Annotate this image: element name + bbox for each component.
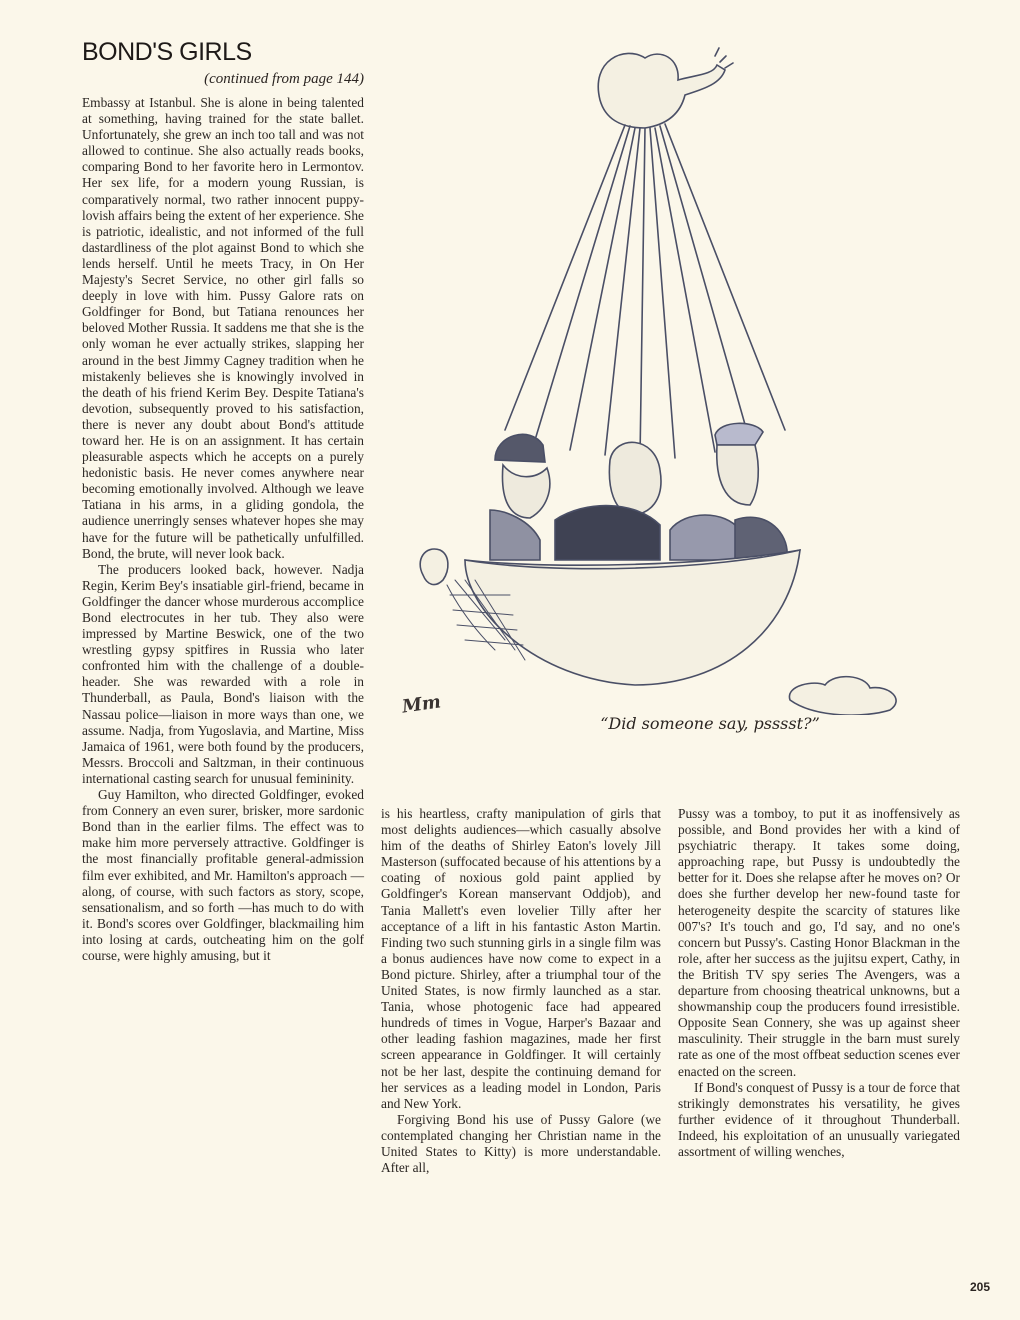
cartoon-caption: “Did someone say, psssst?” [600,714,820,733]
article-title: BOND'S GIRLS [82,38,252,66]
col2-paragraph-2: Forgiving Bond his use of Pussy Galore (we contemplated changing her Christian name in the United States to Kitty) is more understandable. After all, [381,1111,661,1176]
col1-paragraph-2: The producers looked back, however. Nadja Regin, Kerim Bey's insatiable girl-friend, became in Goldfinger the dancer whose murderous accomplice Bond electrocutes in her tub. They also were impressed by Martine Beswick, one of the two wrestling gypsy spitfires in Russia who later confronted him with the challenge of a double-header. She was rewarded with a role in Thunderball, as Paula, Bond's liaison with the Nassau police—liaison in more ways than one, we assume. Nadja, from Yugoslavia, and Martine, Miss Jamaica of 1961, were both found by the producers, Messrs. Broccoli and Saltzman, in their continuous international casting search for unusual femininity. [82,561,364,786]
gondola-basket [465,550,800,685]
column-1 [82,95,364,1065]
col1-paragraph-3: Guy Hamilton, who directed Goldfinger, evoked from Connery an even surer, brisker, more sardonic Bond than in the earlier films. The effect was to make him more perversely attractive. Goldfinger is the most financially profitable general-admission film ever exhibited, and Mr. Hamilton's approach —along, of course, with such factors as story, scope, sensationalism, and so forth —has much to do with it. Bond's scores over Goldfinger, blackmailing him into losing at cards, outcheating him on the golf course, were highly amusing, but it [82,787,364,963]
continued-note: (continued from page 144) [204,71,364,87]
column-3 [678,806,960,1160]
balloon-cartoon-illustration [395,40,975,718]
col3-paragraph-1: Pussy was a tomboy, to put it as inoffensively as possible, and Bond provides her with a kind of psychiatric therapy. It takes some doing, approaching rape, but Pussy is undoubtedly the better for it. Does she relapse after he moves on? Or does she further develop her new-found taste for heterogeneity despite the scarcity of statures like 007's? It's touch and go, I'd say, and no one's concern but Pussy's. Casting Honor Blackman in the role, after her success as the jujitsu expert, Cathy, in the British TV spy series The Avengers, was a departure from choosing theatrical unknowns, but a showmanship coup the producers found irresistible. Opposite Sean Connery, she was up against sheer masculinity. Their struggle in the barn must surely rate as one of the most offbeat seduction scenes ever enacted on the screen. [678,806,960,1079]
col3-paragraph-2: If Bond's conquest of Pussy is a tour de force that strikingly demonstrates his versatility, he gives further evidence of it throughout Thunderball. Indeed, his exploitation of an unusually variegated assortment of willing wenches, [678,1079,960,1159]
balloon-bag [598,53,725,128]
artist-signature: Mm [400,691,443,718]
page-number: 205 [970,1280,991,1294]
col1-paragraph-1: Embassy at Istanbul. She is alone in being talented at something, having trained for the state ballet. Unfortunately, she grew an inch too tall and was not allowed to continue. She also actually reads books, comparing Bond to her favorite hero in Lermontov. Her sex life, for a modern young Russian, is comparatively normal, two rather innocent puppy-lovish affairs being the extent of her experience. She is patriotic, idealistic, and not informed of the full dastardliness of the plot against Bond to which she lends herself. Until he meets Tracy, in On Her Majesty's Secret Service, no other girl falls so deeply in love with him. Pussy Galore rats on Goldfinger for Bond, but Tatiana renounces her beloved Mother Russia. It saddens me that she is the only woman he ever actually strikes, slapping her around in the best Jimmy Cagney tradition when he mistakenly believes she is knowingly involved in the death of his friend Kerim Bey. Despite Tatiana's devotion, subsequently proved to his satisfaction, there is never any doubt about Bond's attitude toward her. He is on an assignment. It has certain pleasurable aspects which he accepts on a purely hedonistic basis. He never comes anywhere near becoming emotionally involved. Although we leave Tatiana in his arms, in a gliding gondola, the audience unerringly senses whatever hopes she may have for the future will be pathetically unfulfilled. Bond, the brute, will never look back. [82,95,364,561]
col2-paragraph-1: is his heartless, crafty manipulation of girls that most delights audiences—which casually absolve him of the deaths of Shirley Eaton's lovely Jill Masterson (suffocated because of his attentions by a coating of noxious gold paint applied by Goldfinger's Korean manservant Oddjob), and Tania Mallett's even lovelier Tilly after her acceptance of a lift in his fantastic Aston Martin. Finding two such stunning girls in a single film was a bonus audiences have now come to expect in a Bond picture. Shirley, after a triumphal tour of the United States, is now firmly launched as a star. Tania, whose photogenic face had appeared hundreds of times in Vogue, Harper's Bazaar and other leading fashion magazines, made her first screen appearance in Goldfinger. It will certainly not be her last, despite the continuing demand for her services as a leading model in London, Paris and New York. [381,806,661,1111]
column-2 [381,806,661,1176]
